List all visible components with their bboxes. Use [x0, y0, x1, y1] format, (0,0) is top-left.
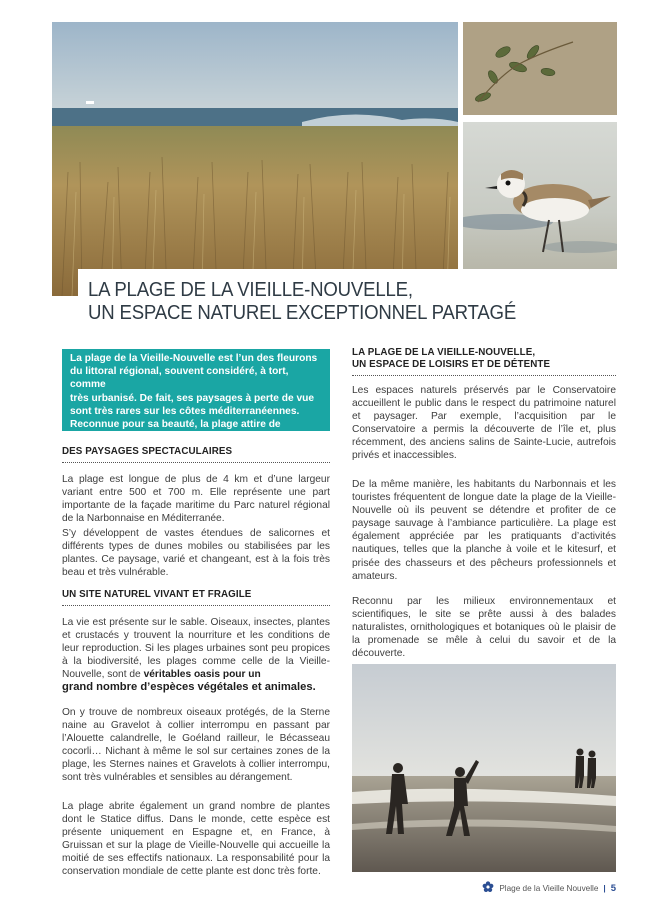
- page-number: 5: [610, 882, 616, 894]
- flower-icon: [482, 881, 494, 895]
- intro-line-6: nombreux habitants de la région et bien au-delà.: [70, 432, 305, 444]
- site-paragraph-1: [62, 616, 330, 695]
- site-paragraph-1-emphasis-2: grand nombre d’espèces végétales et animales.: [62, 681, 316, 694]
- title-line-2: UN ESPACE NATUREL EXCEPTIONNEL PARTAGÉ: [88, 302, 517, 324]
- section-heading-loisirs-1: LA PLAGE DE LA VIEILLE-NOUVELLE,: [352, 347, 536, 358]
- beach-walkers-photo: [352, 664, 616, 872]
- plover-bird-photo: [463, 122, 617, 272]
- section-divider: [352, 375, 616, 376]
- section-heading-paysages: DES PAYSAGES SPECTACULAIRES: [62, 446, 233, 457]
- coastal-landscape-photo: [52, 22, 458, 296]
- section-heading-site: UN SITE NATUREL VIVANT ET FRAGILE: [62, 589, 252, 600]
- page-footer: [482, 880, 616, 896]
- section-divider: [62, 605, 330, 606]
- section-divider: [62, 462, 330, 463]
- intro-line-2: du littoral régional, souvent considéré, à tort, comme: [70, 366, 289, 391]
- site-paragraph-3: La plage abrite également un grand nombre de plantes dont le Statice diffus. Dans le monde, cette espèce est présente uniquement en Espagne et, en France, à Gruissan et sur la plage de Vieille-Nouvelle qui accueille la moitié de ses effectifs nationaux. La responsabilité pour la conservation mondiale de cette plante est donc très forte.: [62, 801, 330, 878]
- intro-line-1: La plage de la Vieille-Nouvelle est l’un des fleurons: [70, 353, 318, 364]
- paysages-paragraph-1: La plage est longue de plus de 4 km et d’une largeur variant entre 500 et 700 m. Elle représente une part importante de la façade maritime du Parc naturel régional de la Narbonnaise en Méditerranée.: [62, 474, 330, 525]
- intro-line-3: très urbanisé. De fait, ses paysages à perte de vue: [70, 392, 315, 404]
- site-paragraph-2: On y trouve de nombreux oiseaux protégés, de la Sterne naine au Gravelot à collier interrompu en passant par l’Alouette calandrelle, le Goéland railleur, le Bécasseau cocorli… Nichant à même le sol sur certaines zones de la plage, les Sternes naines et Gravelots à collier interrompu, sont très vulnérables et sensibles au dérangement.: [62, 707, 330, 784]
- loisirs-paragraph-2: De la même manière, les habitants du Narbonnais et les touristes fréquentent de longue date la plage de la Vieille-Nouvelle où ils peuvent se détendre et profiter de ce paysage sauvage à l’ambiance particulière. La plage est également appréciée par les pratiquants d’activités nautiques, telles que la planche à voile et le kitesurf, et prisée des chasseurs et des pêcheurs professionnels et amateurs.: [352, 479, 616, 582]
- plant-on-sand-photo: [463, 22, 617, 115]
- intro-line-5: Reconnue pour sa beauté, la plage attire de: [70, 419, 281, 431]
- loisirs-paragraph-1: Les espaces naturels préservés par le Conservatoire accueillent le public dans le respect du patrimoine naturel et paysager. Par exemple, l’acquisition par le Conservatoire a permis la découverte de l’île et, plus récemment, des anciens salins de Sainte-Lucie, autrefois privés et inaccessibles.: [352, 385, 616, 462]
- site-paragraph-1-text: La vie est présente sur le sable. Oiseaux, insectes, plantes et crustacés y trouvent la nourriture et les conditions de leur reproduction. Si les plages urbaines sont peu propices à la biodiversité, les plages comme celle de la Vieille-Nouvelle, sont de: [62, 617, 330, 681]
- loisirs-paragraph-3: Reconnu par les milieux environnementaux et scientifiques, le site se prête aussi à des balades naturalistes, ornithologiques et botaniques où le plaisir de la promenade se mêle à celui du savoir et de la découverte.: [352, 596, 616, 660]
- intro-line-4: sont très rares sur les côtes méditerranéennes.: [70, 405, 300, 417]
- paysages-paragraph-2: S’y développent de vastes étendues de salicornes et différents types de dunes mobiles ou stabilisées par les plantes. Ce paysage, varié et changeant, est à la fois très beau et très vulnérable.: [62, 528, 330, 579]
- site-paragraph-1-emphasis: véritables oasis pour un: [143, 669, 261, 681]
- footer-label: Plage de la Vieille Nouvelle: [499, 883, 599, 893]
- title-line-1: LA PLAGE DE LA VIEILLE-NOUVELLE,: [88, 279, 413, 301]
- intro-box: [62, 349, 330, 444]
- page-title: [78, 269, 618, 329]
- footer-separator: |: [603, 883, 606, 893]
- section-heading-loisirs-2: UN ESPACE DE LOISIRS ET DE DÉTENTE: [352, 359, 551, 370]
